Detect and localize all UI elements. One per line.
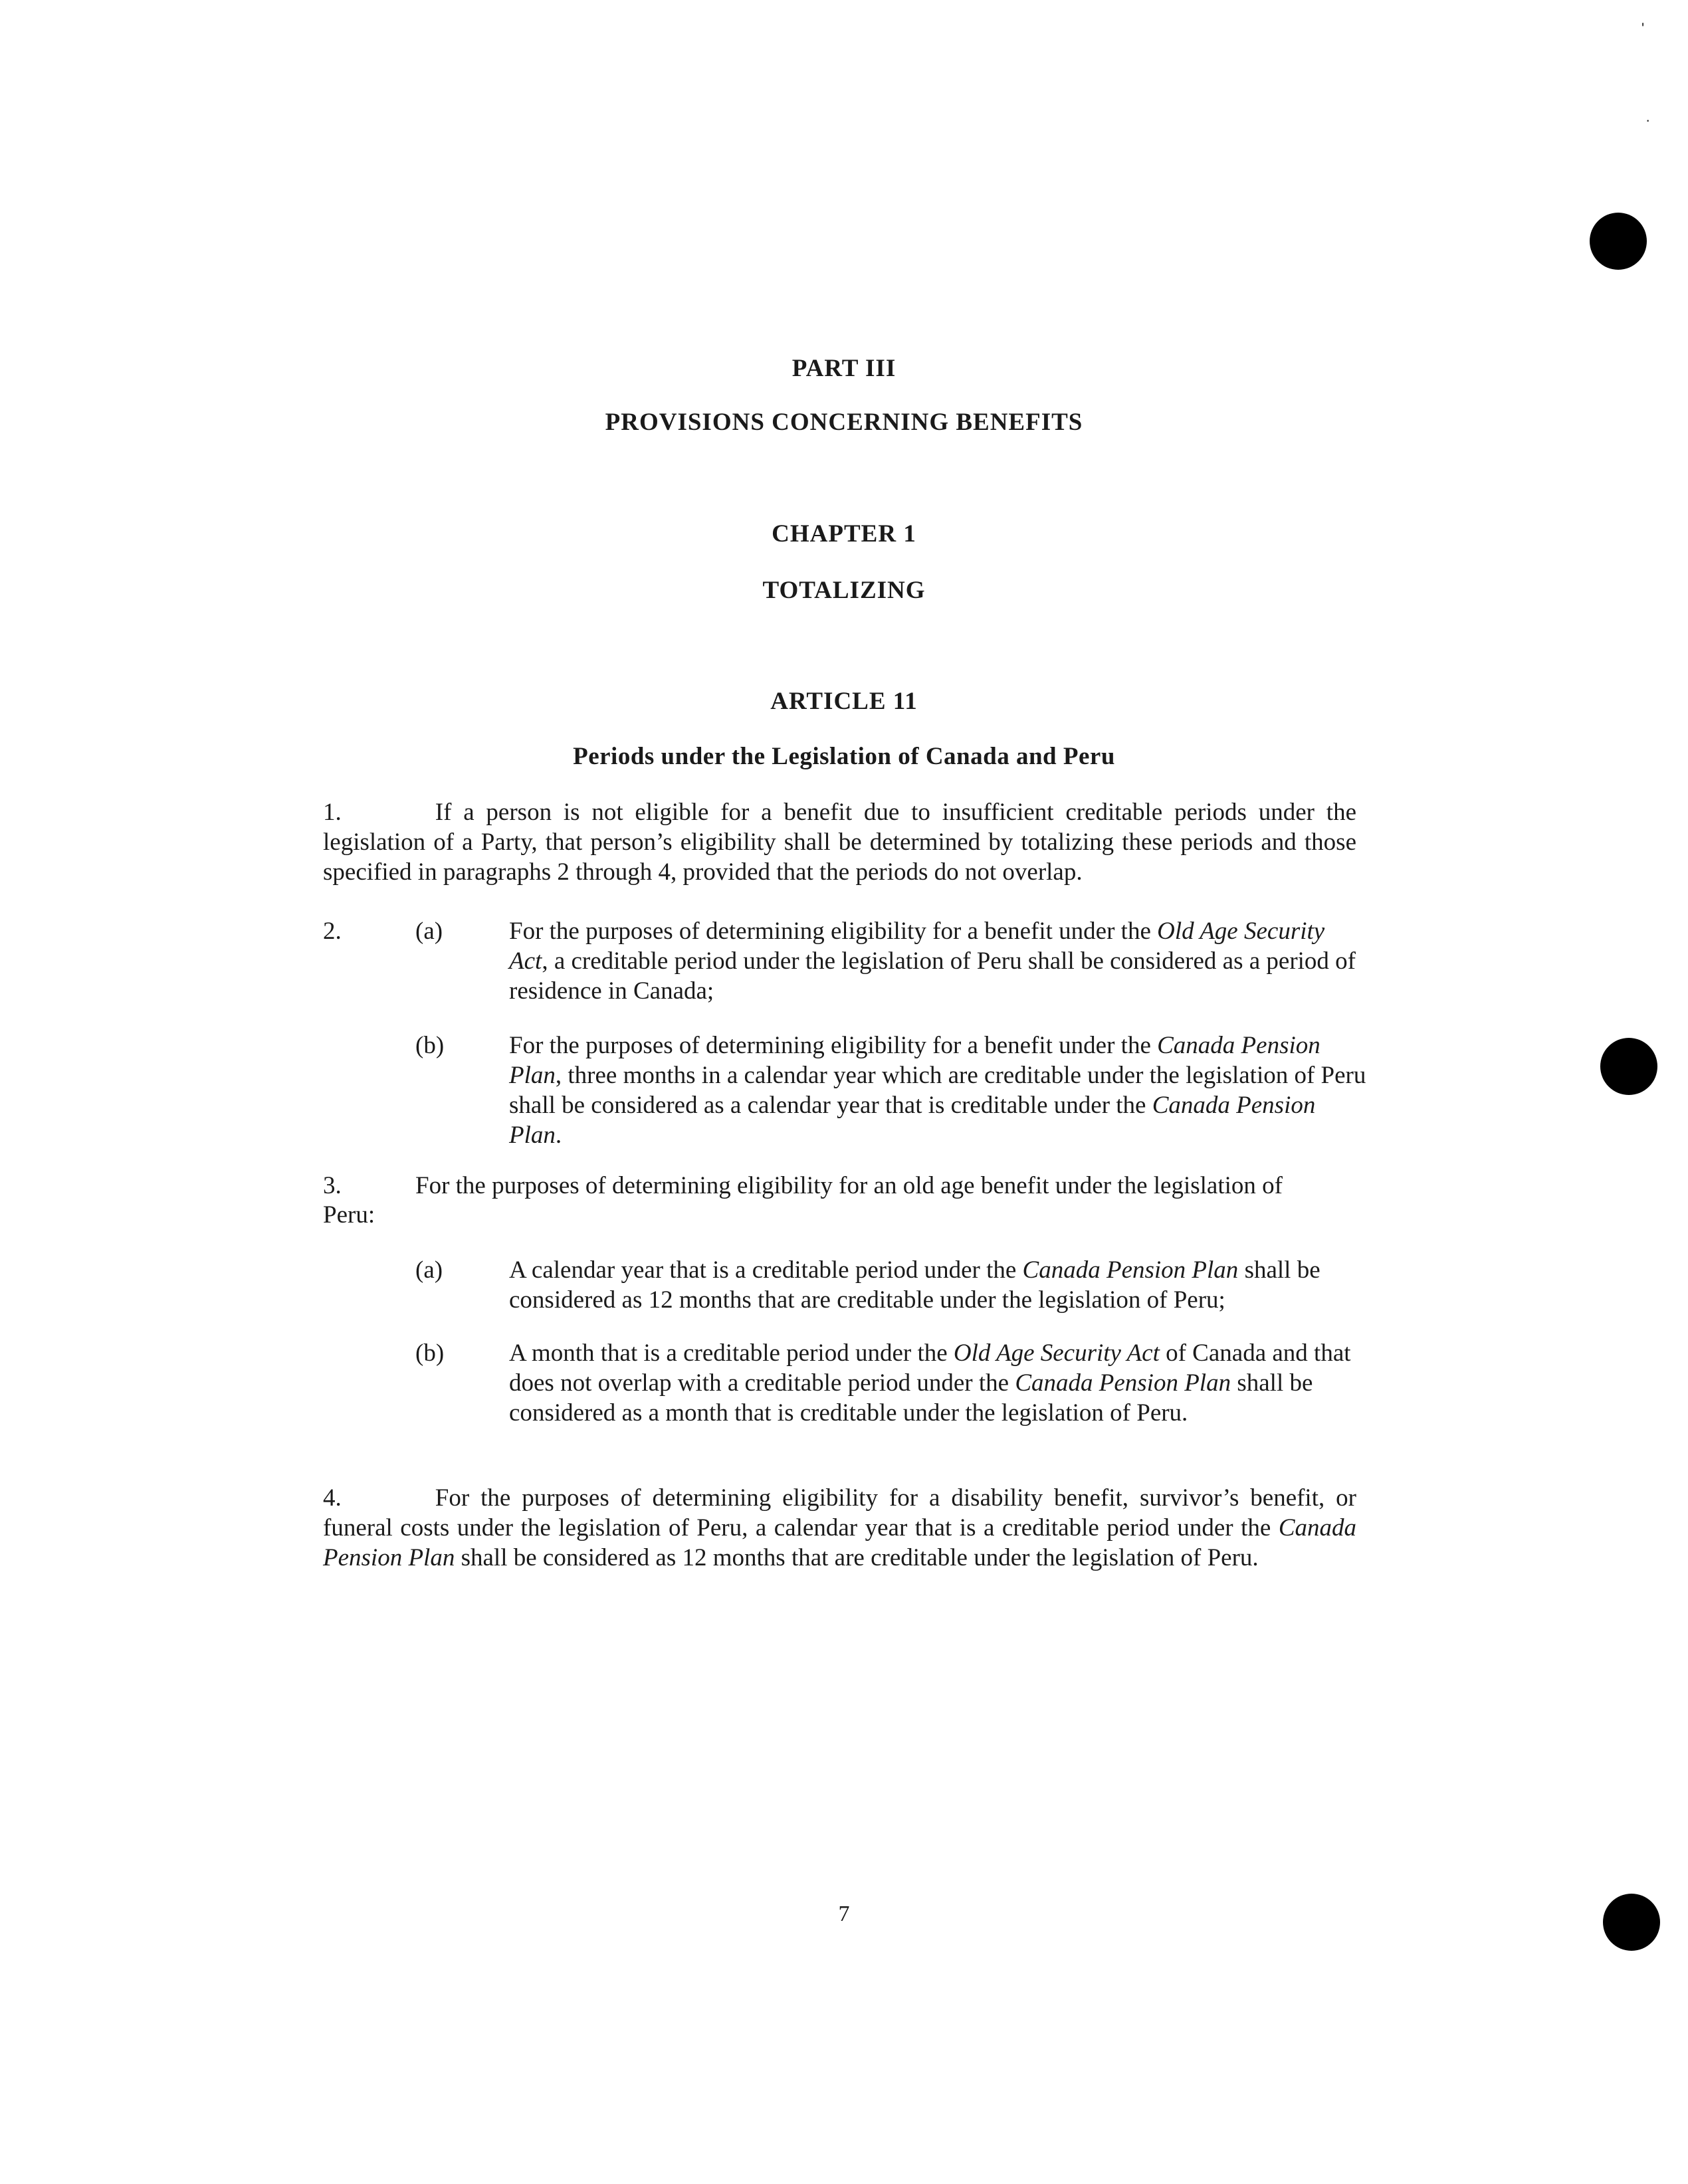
- part-heading: PART III: [791, 355, 897, 382]
- subparagraph-2a: [509, 916, 1366, 1006]
- text-run: For the purposes of determining eligibility for a benefit under the: [509, 918, 1158, 945]
- paragraph-1: [323, 797, 1356, 887]
- article-title: Periods under the Legislation of Canada and Peru: [573, 743, 1115, 770]
- scan-mark: ': [1641, 20, 1645, 37]
- subparagraph-label: (b): [415, 1340, 445, 1367]
- statute-name: Old Age Security Act: [953, 1340, 1160, 1367]
- paragraph-3-lead: For the purposes of determining eligibility for an old age benefit under the legislation of: [415, 1172, 1283, 1199]
- scan-mark: ·: [1645, 112, 1651, 128]
- statute-name: Canada Pension Plan: [509, 1092, 1316, 1149]
- text-run: A month that is a creditable period under the: [509, 1340, 954, 1367]
- paragraph-text: If a person is not eligible for a benefit due to insufficient creditable periods under the legislation of a Party, that person’s eligibility shall be determined by totalizing these periods and those specified in paragraphs 2 through 4, provided that the periods do not overlap.: [323, 799, 1356, 886]
- chapter-title: TOTALIZING: [762, 577, 926, 604]
- chapter-heading: CHAPTER 1: [772, 520, 916, 547]
- punch-hole: [1600, 1038, 1657, 1095]
- subparagraph-3a: [509, 1255, 1366, 1315]
- paragraph-number: 3.: [323, 1172, 342, 1199]
- text-run: A calendar year that is a creditable period under the: [509, 1256, 1023, 1284]
- statute-name: Canada Pension Plan: [1022, 1256, 1239, 1284]
- text-run: , a creditable period under the legislation of Peru shall be considered as a period of residence in Canada;: [509, 947, 1356, 1005]
- subparagraph-3b: [509, 1338, 1366, 1428]
- subparagraph-2b: [509, 1031, 1366, 1150]
- paragraph-number: 1.: [323, 799, 342, 826]
- text-run: .: [555, 1122, 562, 1149]
- statute-name: Canada Pension Plan: [1015, 1369, 1231, 1397]
- statute-name: Old Age Security Act: [509, 918, 1325, 975]
- text-run: For the purposes of determining eligibility for a disability benefit, survivor’s benefit, or funeral costs under the legislation of Peru, a calendar year that is a creditable period under the: [323, 1484, 1356, 1541]
- statute-name: Canada Pension Plan: [509, 1032, 1320, 1089]
- article-heading: ARTICLE 11: [770, 688, 918, 715]
- subparagraph-label: (a): [415, 1256, 443, 1284]
- text-run: of Canada and that does not overlap with a creditable period under the: [509, 1340, 1351, 1397]
- paragraph-4: [323, 1483, 1356, 1573]
- paragraph-number: 4.: [323, 1484, 342, 1512]
- subparagraph-label: (b): [415, 1032, 445, 1059]
- subparagraph-label: (a): [415, 918, 443, 945]
- text-run: shall be considered as 12 months that are creditable under the legislation of Peru.: [455, 1544, 1259, 1571]
- paragraph-3-lead-continuation: Peru:: [323, 1201, 375, 1229]
- punch-hole: [1590, 213, 1647, 270]
- text-run: , three months in a calendar year which are creditable under the legislation of Peru shall be considered as a calendar year that is creditable under the: [509, 1062, 1366, 1119]
- part-title: PROVISIONS CONCERNING BENEFITS: [605, 409, 1083, 436]
- text-run: shall be considered as a month that is creditable under the legislation of Peru.: [509, 1369, 1313, 1427]
- text-run: shall be considered as 12 months that are creditable under the legislation of Peru;: [509, 1256, 1320, 1314]
- page-number: 7: [838, 1902, 850, 1926]
- paragraph-number: 2.: [323, 918, 342, 945]
- statute-name: Canada Pension Plan: [323, 1514, 1356, 1571]
- text-run: For the purposes of determining eligibility for a benefit under the: [509, 1032, 1158, 1059]
